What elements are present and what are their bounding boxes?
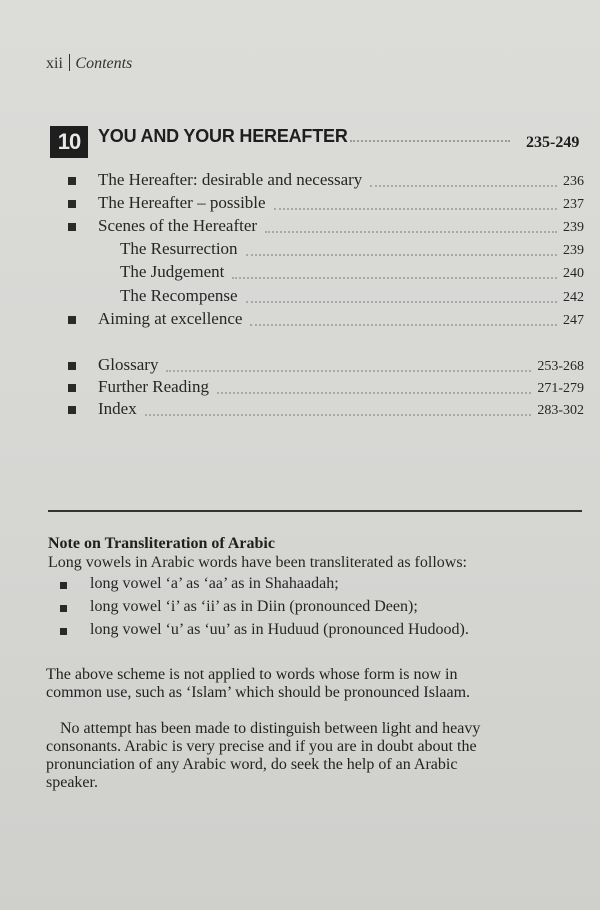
toc-entry: [62, 286, 586, 308]
square-bullet-icon: [60, 628, 67, 635]
back-matter-entry: [62, 399, 586, 421]
leader-dots: [265, 231, 557, 233]
toc-entry-label: The Judgement: [120, 262, 225, 281]
square-bullet-icon: [60, 582, 67, 589]
square-bullet-icon: [68, 384, 76, 392]
toc-entry: [62, 262, 586, 284]
toc-entry-label: The Resurrection: [120, 239, 238, 258]
section-divider: [48, 510, 582, 512]
chapter-number-badge: 10: [50, 126, 88, 158]
chapter-page-range: 235-249: [526, 134, 580, 151]
toc-entry-page: 242: [563, 290, 584, 305]
toc-entry-label: The Hereafter: desirable and necessary: [98, 170, 363, 189]
toc-entry-label: The Hereafter – possible: [98, 193, 266, 212]
paragraph-line: speaker.: [46, 774, 98, 791]
leader-dots: [370, 185, 557, 187]
note-heading: Note on Transliteration of Arabic: [48, 535, 275, 552]
toc-entry-page: 236: [563, 174, 584, 189]
note-paragraph-1: [46, 666, 566, 702]
leader-dots: [274, 208, 557, 210]
note-intro: Long vowels in Arabic words have been transliterated as follows:: [48, 554, 467, 571]
back-matter-entry: [62, 377, 586, 399]
square-bullet-icon: [60, 605, 67, 612]
toc-entry-page: 283-302: [537, 403, 584, 418]
toc-entry-label: Glossary: [98, 355, 159, 374]
toc-entry-page: 271-279: [537, 381, 584, 396]
square-bullet-icon: [68, 200, 76, 208]
toc-entry-label: Index: [98, 399, 137, 418]
toc-entry-label: Scenes of the Hereafter: [98, 216, 258, 235]
toc-entry: [62, 309, 586, 331]
square-bullet-icon: [68, 362, 76, 370]
toc-entry-page: 240: [563, 266, 584, 281]
toc-entry-label: The Recompense: [120, 286, 238, 305]
back-matter-entry: [62, 355, 586, 377]
toc-entry-page: 239: [563, 220, 584, 235]
leader-dots: [246, 301, 557, 303]
separator-bar: [69, 54, 71, 71]
leader-dots: [250, 324, 557, 326]
note-list-item-text: long vowel ‘i’ as ‘ii’ as in Diin (pronounced Deen);: [90, 598, 418, 615]
toc-entry: [62, 239, 586, 261]
chapter-title: YOU AND YOUR HEREAFTER: [98, 126, 348, 146]
leader-dots: [166, 370, 531, 372]
running-head-title: Contents: [75, 55, 133, 72]
chapter-heading: [50, 124, 588, 160]
square-bullet-icon: [68, 223, 76, 231]
toc-entry-page: 247: [563, 313, 584, 328]
leader-dots: [246, 254, 557, 256]
page-number: xii: [46, 55, 63, 72]
toc-entry-label: Further Reading: [98, 377, 209, 396]
square-bullet-icon: [68, 177, 76, 185]
paragraph-line: common use, such as ‘Islam’ which should be pronounced Islaam.: [46, 684, 471, 701]
paragraph-line: No attempt has been made to distinguish between light and heavy: [60, 720, 481, 737]
leader-dots: [350, 140, 510, 142]
toc-entry: [62, 193, 586, 215]
leader-dots: [232, 277, 557, 279]
toc-entry-page: 237: [563, 197, 584, 212]
toc-entry: [62, 216, 586, 238]
leader-dots: [217, 392, 531, 394]
paragraph-line: The above scheme is not applied to words whose form is now in: [46, 666, 458, 683]
square-bullet-icon: [68, 406, 76, 414]
square-bullet-icon: [68, 316, 76, 324]
note-list-item-text: long vowel ‘a’ as ‘aa’ as in Shahaadah;: [90, 575, 339, 592]
toc-entry: [62, 170, 586, 192]
running-head: [46, 54, 132, 73]
note-paragraph-2: [46, 720, 566, 792]
note-list-item-text: long vowel ‘u’ as ‘uu’ as in Huduud (pronounced Hudood).: [90, 621, 469, 638]
toc-entry-page: 253-268: [537, 359, 584, 374]
toc-entry-label: Aiming at excellence: [98, 309, 243, 328]
leader-dots: [145, 414, 531, 416]
toc-entry-page: 239: [563, 243, 584, 258]
paragraph-line: pronunciation of any Arabic word, do seek the help of an Arabic: [46, 756, 458, 773]
paragraph-line: consonants. Arabic is very precise and if you are in doubt about the: [46, 738, 477, 755]
